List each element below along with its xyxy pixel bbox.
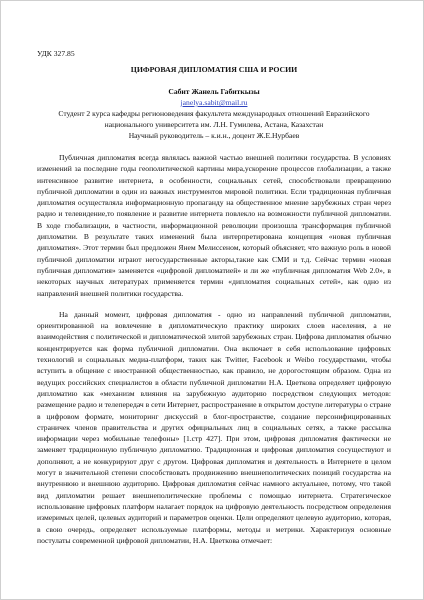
udk-code: УДК 327.85 [37,49,75,58]
paragraph-gap [37,299,391,309]
author-affiliation: Студент 2 курса кафедры регионоведения факультета международных отношений Евразийского национального университета им. Л.Н. Гумилева, Астана, Казахстан [58,109,370,129]
paragraph-1: Публичная дипломатия всегда являлась важной частью внешней политики государства. В условиях изменений за последние годы геополитической картины мира,ускорение процессов глобализации, а также интенсивное развитие интернета, в особенности, социальных сетей, способствовали превращению публичной дипломатии в один из важных инструментов мировой политики. Если традиционная публичная дипломатия осуществляла информационную пропаганду на общественное мнение зарубежных стран через радио и телевидение,то появление и развитие интернета повлекло на возможности публичной дипломатии. В ходе глобализации, в частности, информационной революции произошла трансформация публичной дипломатии. В результате таких изменений была интерпретирована концепция «новая публичная дипломатия». Этот термин был предложен Янем Мелиссеном, который объясняет, что важную роль в новой публичной дипломатии играют негосударственные акторы,такие как СМИ и т.д. Сейчас термин «новая публичная дипломатия» заменяется «цифровой дипломатией» и ли же «публичная дипломатия Web 2.0», в некоторых научных литературах применяется термин «дипломатия социальных сетей», как одно из направлений внешней политики государства. [37,153,391,298]
paragraph-2: На данный момент, цифровая дипломатия - одно из направлений публичной дипломатии, ориентированной на вовлечение в дипломатическую практику широких слоев населения, а не взаимодействия с политической и дипломатической элитой зарубежных стран. Цифрова дипломатия обычно концентрируется как форма публичной дипломатии. Она включает в себя использование цифровых технологий и социальных медиа-платформ, таких как Twitter, Facebook и Weibo государствами, чтобы вступить в общение с иностранной общественностью, как правило, не дорогостоящим образом. Одна из ведущих российских специалистов в области публичной дипломатии Н.А. Цветкова определяет цифровую дипломатию как «механизм влияния на зарубежную аудиторию посредством следующих методов: размещение радио и телепередач в сети Интернет, распространение в открытом доступе литературы о стране в цифровом формате, мониторинг дискуссий в блог-пространстве, создание персонифицированных страничек членов правительства и других официальных лиц в социальных сетях, а также рассылка информации через мобильные телефоны» [1.стр 427]. При этом, цифровая дипломатия фактически не заменяет традиционную публичную дипломатию. Традиционная и цифровая дипломатия сосуществуют и дополняют, а не конкурируют друг с другом. Цифровая дипломатия и деятельность в Интернете в целом могут в значительной степени способствовать продвижению внешнеполитических позиций государства на внутреннюю и внешнюю аудиторию. Цифровая дипломатия сейчас намного актуальнее, потому, что такой вид дипломатии решает внешнеполитические проблемы с помощью интернета. Стратегическое использование цифровых платформ налагает порядок на цифровую деятельность посредством определения измеримых целей, целевых аудиторий и параметров оценки. Цели определяют целевую аудиторию, которая, в свою очередь, определяет используемые платформы, методы и метрики. Характеризуя основные постулаты современной цифровой дипломатии, Н.А. Цветкова отмечает: [37,309,392,545]
author-name: Сабит Жанель Габиткызы [168,87,260,96]
article-title: ЦИФРОВАЯ ДИПЛОМАТИЯ США И РОСИИ [130,65,298,74]
scientific-supervisor: Научный руководитель – к.и.н., доцент Ж.Е.Нурбаев [128,131,300,140]
author-email-link[interactable]: janelya.sabit@mail.ru [180,98,248,107]
article-body [37,48,391,546]
